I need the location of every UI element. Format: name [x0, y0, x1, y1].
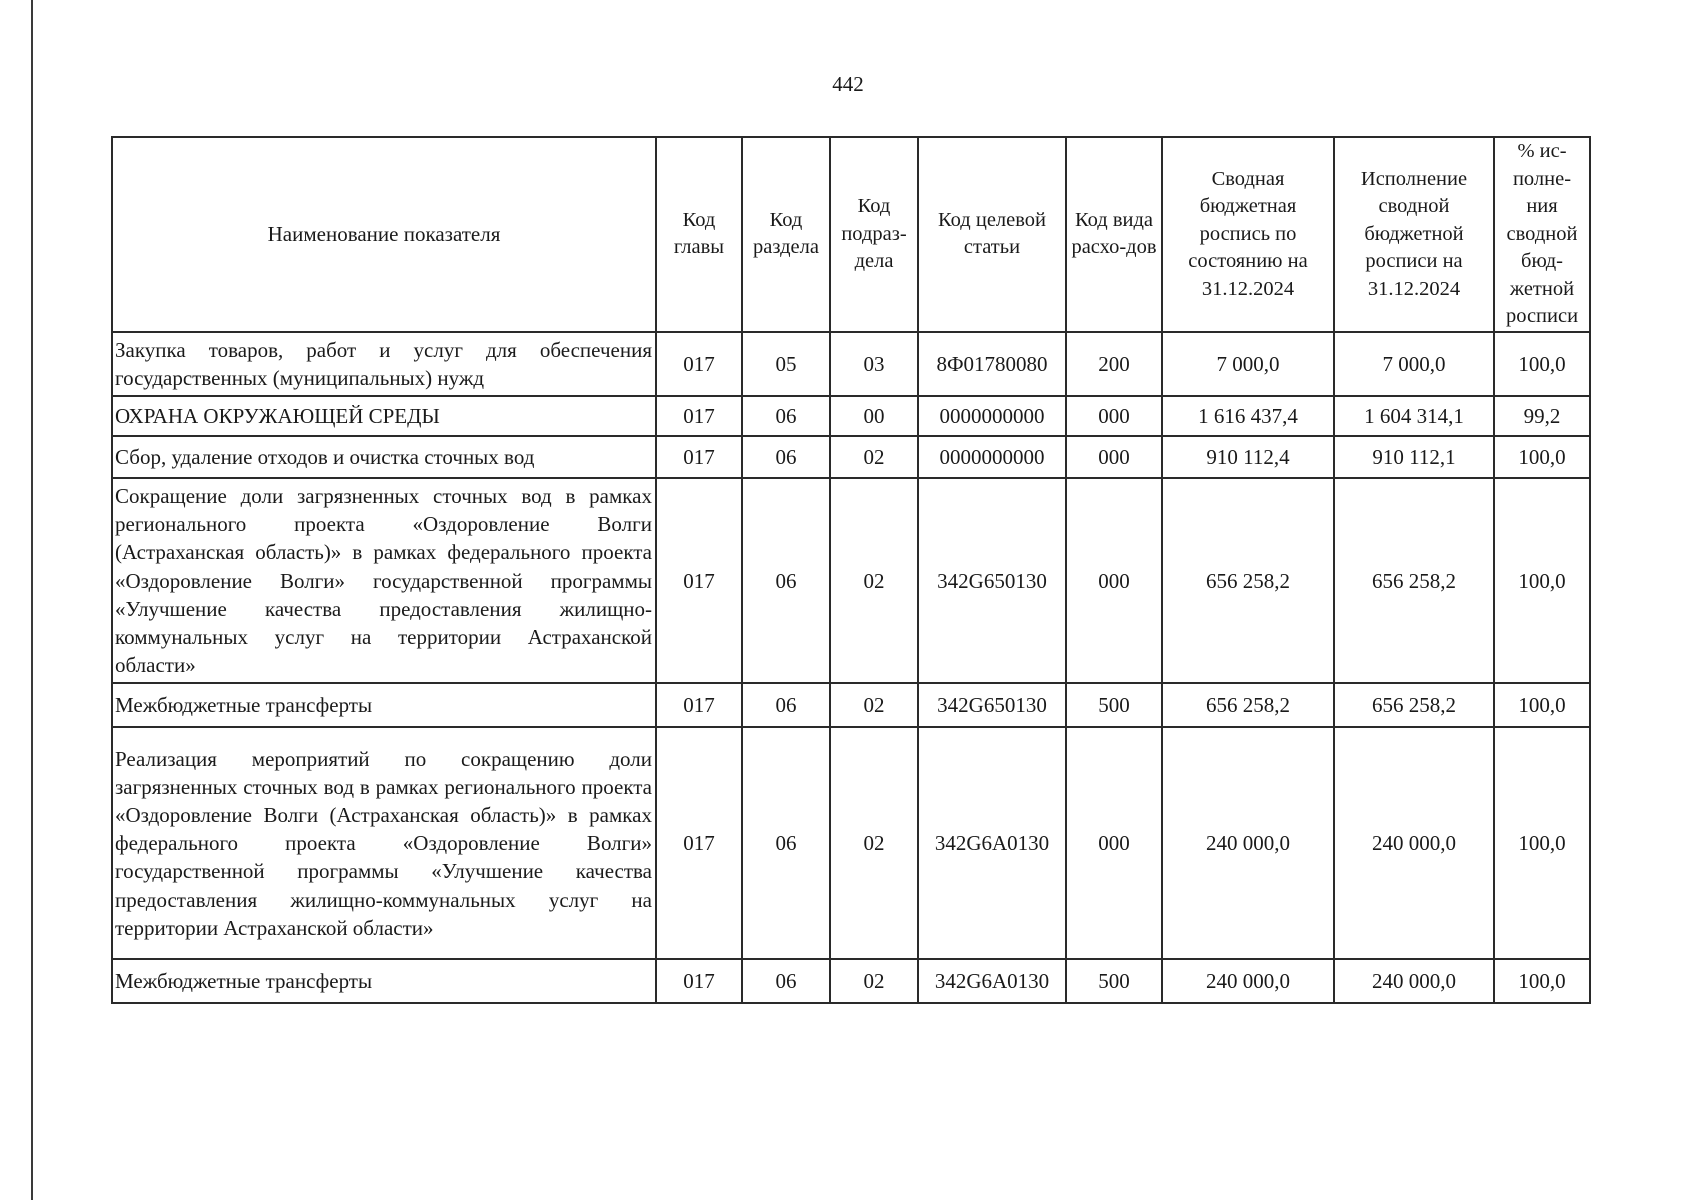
row-chapter-code: 017	[656, 727, 742, 959]
table-row	[112, 478, 1590, 683]
row-section-code: 06	[742, 436, 830, 478]
header-section-code: Код раздела	[742, 137, 830, 332]
table-header-row	[112, 137, 1590, 332]
row-expense-type-code: 000	[1066, 396, 1162, 436]
row-name: Реализация мероприятий по сокращению доли загрязненных сточных вод в рамках регионального проекта «Оздоровление Волги (Астраханская область)» в рамках федерального проекта «Оздоровление Волги» государственной программы «Улучшение качества предоставления жилищно-коммунальных услуг на территории Астраханской области»	[112, 727, 656, 959]
header-chapter-code: Код главы	[656, 137, 742, 332]
row-budget-plan: 7 000,0	[1162, 332, 1334, 396]
row-expense-type-code: 000	[1066, 727, 1162, 959]
row-expense-type-code: 500	[1066, 683, 1162, 727]
row-target-code: 342G650130	[918, 683, 1066, 727]
row-subsection-code: 00	[830, 396, 918, 436]
table-row	[112, 436, 1590, 478]
row-budget-execution: 656 258,2	[1334, 683, 1494, 727]
row-section-code: 06	[742, 396, 830, 436]
row-name: Сбор, удаление отходов и очистка сточных вод	[112, 436, 656, 478]
row-budget-execution: 656 258,2	[1334, 478, 1494, 683]
row-name: Сокращение доли загрязненных сточных вод в рамках регионального проекта «Оздоровление Волги (Астраханская область)» в рамках федерального проекта «Оздоровление Волги» государственной программы «Улучшение качества предоставления жилищно-коммунальных услуг на территории Астраханской области»	[112, 478, 656, 683]
table-row	[112, 727, 1590, 959]
header-expense-type-code: Код вида расхо-дов	[1066, 137, 1162, 332]
row-budget-plan: 240 000,0	[1162, 959, 1334, 1003]
table-row	[112, 683, 1590, 727]
header-subsection-code: Код подраз-дела	[830, 137, 918, 332]
table-row	[112, 396, 1590, 436]
row-chapter-code: 017	[656, 396, 742, 436]
row-budget-execution: 240 000,0	[1334, 959, 1494, 1003]
row-section-code: 06	[742, 959, 830, 1003]
table-row	[112, 959, 1590, 1003]
header-name: Наименование показателя	[112, 137, 656, 332]
row-execution-percent: 100,0	[1494, 436, 1590, 478]
row-section-code: 06	[742, 727, 830, 959]
row-budget-plan: 656 258,2	[1162, 478, 1334, 683]
row-section-code: 06	[742, 478, 830, 683]
row-chapter-code: 017	[656, 959, 742, 1003]
header-execution-percent: % ис-полне-ния сводной бюд-жетной росписи	[1494, 137, 1590, 332]
page-number: 442	[832, 72, 864, 96]
row-budget-execution: 910 112,1	[1334, 436, 1494, 478]
row-target-code: 342G6A0130	[918, 727, 1066, 959]
budget-execution-table	[111, 136, 1591, 1004]
row-target-code: 0000000000	[918, 396, 1066, 436]
row-budget-execution: 1 604 314,1	[1334, 396, 1494, 436]
row-chapter-code: 017	[656, 436, 742, 478]
header-budget-plan: Сводная бюджетная роспись по состоянию на 31.12.2024	[1162, 137, 1334, 332]
row-subsection-code: 02	[830, 478, 918, 683]
row-chapter-code: 017	[656, 332, 742, 396]
row-target-code: 8Ф01780080	[918, 332, 1066, 396]
row-name: ОХРАНА ОКРУЖАЮЩЕЙ СРЕДЫ	[112, 396, 656, 436]
table-row	[112, 332, 1590, 396]
row-expense-type-code: 000	[1066, 478, 1162, 683]
row-budget-plan: 910 112,4	[1162, 436, 1334, 478]
row-execution-percent: 100,0	[1494, 959, 1590, 1003]
row-expense-type-code: 000	[1066, 436, 1162, 478]
row-subsection-code: 02	[830, 727, 918, 959]
row-execution-percent: 100,0	[1494, 332, 1590, 396]
row-expense-type-code: 500	[1066, 959, 1162, 1003]
row-budget-plan: 656 258,2	[1162, 683, 1334, 727]
row-budget-plan: 240 000,0	[1162, 727, 1334, 959]
scan-edge-line	[31, 0, 33, 1200]
row-budget-execution: 240 000,0	[1334, 727, 1494, 959]
row-name: Закупка товаров, работ и услуг для обеспечения государственных (муниципальных) нужд	[112, 332, 656, 396]
row-section-code: 05	[742, 332, 830, 396]
row-execution-percent: 100,0	[1494, 727, 1590, 959]
row-budget-execution: 7 000,0	[1334, 332, 1494, 396]
row-subsection-code: 02	[830, 959, 918, 1003]
row-execution-percent: 100,0	[1494, 683, 1590, 727]
row-chapter-code: 017	[656, 478, 742, 683]
row-chapter-code: 017	[656, 683, 742, 727]
row-subsection-code: 03	[830, 332, 918, 396]
header-target-code: Код целевой статьи	[918, 137, 1066, 332]
row-target-code: 0000000000	[918, 436, 1066, 478]
row-name: Межбюджетные трансферты	[112, 683, 656, 727]
header-budget-execution: Исполнение сводной бюджетной росписи на 31.12.2024	[1334, 137, 1494, 332]
row-subsection-code: 02	[830, 683, 918, 727]
row-execution-percent: 100,0	[1494, 478, 1590, 683]
row-target-code: 342G650130	[918, 478, 1066, 683]
row-target-code: 342G6A0130	[918, 959, 1066, 1003]
row-budget-plan: 1 616 437,4	[1162, 396, 1334, 436]
row-name: Межбюджетные трансферты	[112, 959, 656, 1003]
row-execution-percent: 99,2	[1494, 396, 1590, 436]
row-subsection-code: 02	[830, 436, 918, 478]
row-expense-type-code: 200	[1066, 332, 1162, 396]
row-section-code: 06	[742, 683, 830, 727]
